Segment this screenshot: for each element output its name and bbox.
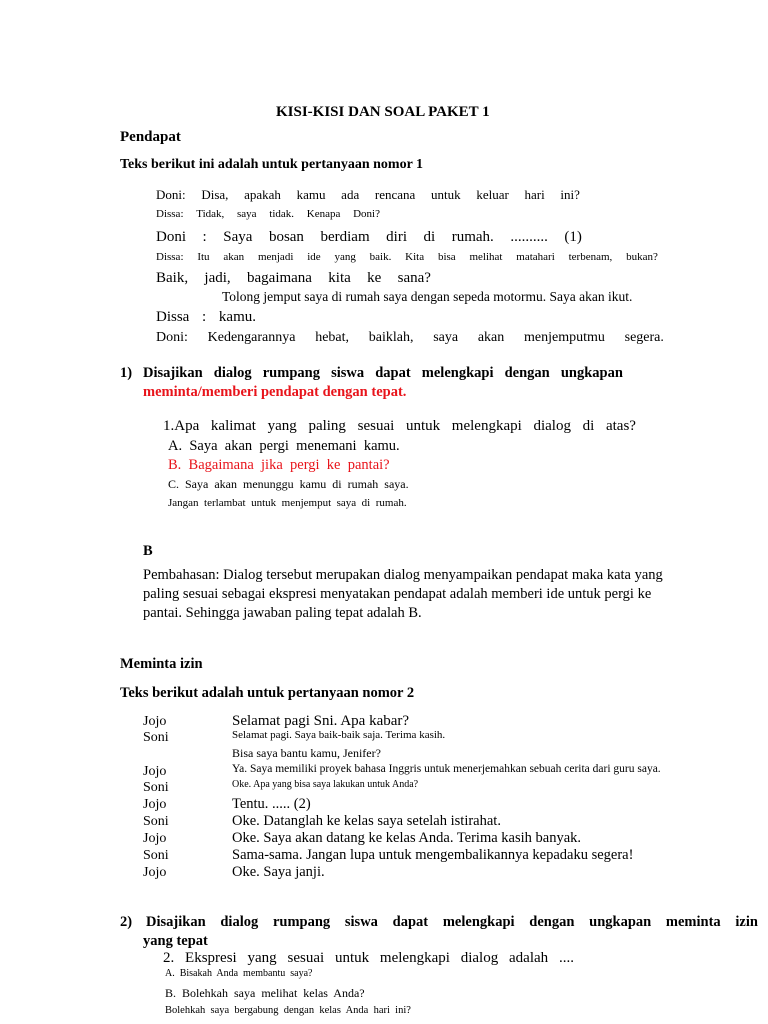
- word: rumpang: [272, 914, 331, 930]
- dialog-line: [156, 229, 582, 246]
- word: sana?: [397, 270, 431, 286]
- dialog-text: Bisa saya bantu kamu, Jenifer?: [232, 746, 381, 760]
- word: kamu.: [218, 309, 256, 325]
- indicator-highlight: meminta/memberi pendapat dengan tepat.: [143, 384, 407, 400]
- word: untuk: [334, 950, 370, 966]
- word: Itu: [197, 251, 210, 263]
- indicator-number: 1): [120, 365, 133, 381]
- word: Disa,: [201, 187, 229, 202]
- word: ..........: [510, 229, 548, 245]
- word: sesuai: [357, 418, 395, 434]
- word: segera.: [624, 330, 664, 345]
- word: terbenam,: [568, 251, 613, 263]
- indicator-text: [143, 365, 623, 382]
- word: dapat: [375, 365, 411, 381]
- word: dapat: [392, 914, 429, 930]
- word: ada: [341, 187, 360, 202]
- word: akan: [223, 251, 245, 263]
- word: Saya: [223, 229, 253, 245]
- word: untuk: [431, 187, 461, 202]
- dialog-speaker: Jojo: [143, 865, 167, 880]
- word: adalah: [509, 950, 549, 966]
- word: rumpang: [262, 365, 320, 381]
- dialog-text: Selamat pagi. Saya baik-baik saja. Terima kasih.: [232, 729, 446, 741]
- word: melengkapi: [421, 365, 494, 381]
- dialog-line: [156, 330, 664, 346]
- word: dengan: [529, 914, 575, 930]
- word: jadi,: [204, 270, 231, 286]
- dialog-line: [156, 309, 256, 326]
- word: bosan: [268, 229, 304, 245]
- word: ide: [307, 251, 321, 263]
- section-intro-1: Teks berikut ini adalah untuk pertanyaan nomor 1: [120, 157, 424, 172]
- word: saya: [237, 208, 257, 220]
- question-1: [163, 418, 636, 435]
- section-heading-meminta-izin: Meminta izin: [120, 656, 203, 672]
- word: diri: [386, 229, 407, 245]
- dialog-line: [156, 251, 658, 263]
- word: melengkapi: [442, 914, 515, 930]
- word: apakah: [244, 187, 281, 202]
- word: melengkapi: [379, 950, 450, 966]
- blank-marker: (1): [564, 229, 582, 245]
- dialog-text: Oke. Saya janji.: [232, 864, 325, 880]
- speaker: Dissa:: [156, 251, 184, 263]
- word: menjadi: [257, 251, 294, 263]
- word: Kedengarannya: [207, 330, 296, 345]
- word: siswa: [331, 365, 365, 381]
- word: :: [202, 309, 207, 325]
- dialog-text: Selamat pagi Sni. Apa kabar?: [232, 713, 410, 729]
- word: kamu: [296, 187, 326, 202]
- word: bisa: [437, 251, 456, 263]
- word: untuk: [405, 418, 441, 434]
- speaker: Dissa:: [156, 208, 184, 220]
- dialog-speaker: Jojo: [143, 831, 167, 846]
- dialog-text: Oke. Saya akan datang ke kelas Anda. Terima kasih banyak.: [232, 830, 582, 846]
- section-heading-pendapat: Pendapat: [120, 129, 181, 145]
- word: ini?: [560, 187, 580, 202]
- option-b: B. Bolehkah saya melihat kelas Anda?: [165, 986, 365, 1000]
- word: melihat: [469, 251, 503, 263]
- word: dengan: [504, 365, 550, 381]
- answer-key: B: [143, 543, 153, 559]
- indicator-text: [146, 914, 758, 931]
- word: 1.Apa: [163, 418, 200, 434]
- indicator-number: 2): [120, 914, 133, 930]
- dialog-text: Oke. Apa yang bisa saya lakukan untuk Anda?: [232, 779, 419, 790]
- word: Disajikan: [146, 914, 206, 930]
- word: Kenapa: [306, 208, 341, 220]
- word: baiklah,: [368, 330, 414, 345]
- option-a: A. Saya akan pergi menemani kamu.: [168, 438, 400, 454]
- word: yang: [267, 418, 297, 434]
- word: ....: [558, 950, 574, 966]
- dialog-speaker: Jojo: [143, 797, 167, 812]
- explanation: Pembahasan: Dialog tersebut merupakan dialog menyampaikan pendapat maka kata yang paling sesuai sebagai ekspresi menyatakan pendapat adalah memberi ide untuk pergi ke pantai. Sehingga jawaban paling tepat adalah B.: [143, 567, 663, 621]
- word: bukan?: [626, 251, 658, 263]
- word: yang: [334, 251, 356, 263]
- option-a: A. Bisakah Anda membantu saya?: [165, 968, 313, 979]
- dialog-speaker: Jojo: [143, 714, 167, 729]
- dialog-line: [156, 208, 380, 220]
- dialog-speaker: Soni: [143, 730, 169, 745]
- speaker: Dissa: [156, 309, 190, 325]
- word: di: [582, 418, 595, 434]
- dialog-line: [156, 187, 580, 203]
- word: ke: [367, 270, 382, 286]
- word: 2.: [163, 950, 175, 966]
- question-2: [163, 950, 574, 967]
- word: bagaimana: [247, 270, 312, 286]
- word: melengkapi: [451, 418, 522, 434]
- word: siswa: [344, 914, 378, 930]
- word: dialog: [213, 365, 252, 381]
- dialog-line: [156, 270, 431, 287]
- word: atas?: [605, 418, 636, 434]
- word: sesuai: [287, 950, 325, 966]
- speaker: Doni:: [156, 187, 186, 202]
- document-title: KISI-KISI DAN SOAL PAKET 1: [276, 104, 490, 120]
- word: rumah.: [451, 229, 494, 245]
- dialog-line: Tolong jemput saya di rumah saya dengan sepeda motormu. Saya akan ikut.: [222, 289, 633, 304]
- word: berdiam: [320, 229, 370, 245]
- word: Tidak,: [196, 208, 225, 220]
- word: ungkapan: [589, 914, 652, 930]
- word: dialog: [220, 914, 259, 930]
- word: akan: [477, 330, 505, 345]
- word: baik.: [369, 251, 392, 263]
- word: meminta: [665, 914, 721, 930]
- dialog-speaker: Soni: [143, 814, 169, 829]
- speaker: Doni: [156, 229, 186, 245]
- word: hari: [524, 187, 545, 202]
- word: paling: [308, 418, 346, 434]
- dialog-text: Ya. Saya memiliki proyek bahasa Inggris untuk menerjemahkan sebuah cerita dari guru saya.: [232, 763, 661, 775]
- speaker: Doni:: [156, 330, 188, 345]
- word: saya: [433, 330, 459, 345]
- dialog-text: Sama-sama. Jangan lupa untuk mengembalikannya kepadaku segera!: [232, 847, 634, 863]
- option-b-correct: B. Bagaimana jika pergi ke pantai?: [168, 457, 390, 473]
- word: Doni?: [353, 208, 380, 220]
- word: tidak.: [269, 208, 295, 220]
- dialog-speaker: Soni: [143, 848, 169, 863]
- option-c: C. Saya akan menunggu kamu di rumah saya.: [168, 477, 409, 491]
- word: :: [202, 229, 207, 245]
- section-intro-2: Teks berikut adalah untuk pertanyaan nomor 2: [120, 685, 415, 701]
- word: yang: [247, 950, 277, 966]
- word: Disajikan: [143, 365, 203, 381]
- indicator-text-cont: yang tepat: [143, 933, 208, 949]
- word: Kita: [405, 251, 425, 263]
- word: dialog: [533, 418, 571, 434]
- dialog-text: Tentu. ..... (2): [232, 796, 311, 812]
- word: matahari: [516, 251, 555, 263]
- word: kalimat: [210, 418, 256, 434]
- option-d: Jangan terlambat untuk menjemput saya di rumah.: [168, 497, 407, 509]
- word: Ekspresi: [185, 950, 237, 966]
- dialog-text: Oke. Datanglah ke kelas saya setelah istirahat.: [232, 813, 501, 829]
- word: hebat,: [315, 330, 350, 345]
- dialog-speaker: Jojo: [143, 764, 167, 779]
- word: di: [423, 229, 436, 245]
- word: izin: [735, 914, 758, 930]
- word: rencana: [374, 187, 416, 202]
- word: ungkapan: [560, 365, 623, 381]
- dialog-speaker: Soni: [143, 780, 169, 795]
- option-c: Bolehkah saya bergabung dengan kelas Anda hari ini?: [165, 1005, 411, 1016]
- word: keluar: [476, 187, 509, 202]
- word: Baik,: [156, 270, 189, 286]
- word: kita: [328, 270, 351, 286]
- word: menjemputmu: [524, 330, 605, 345]
- word: dialog: [460, 950, 499, 966]
